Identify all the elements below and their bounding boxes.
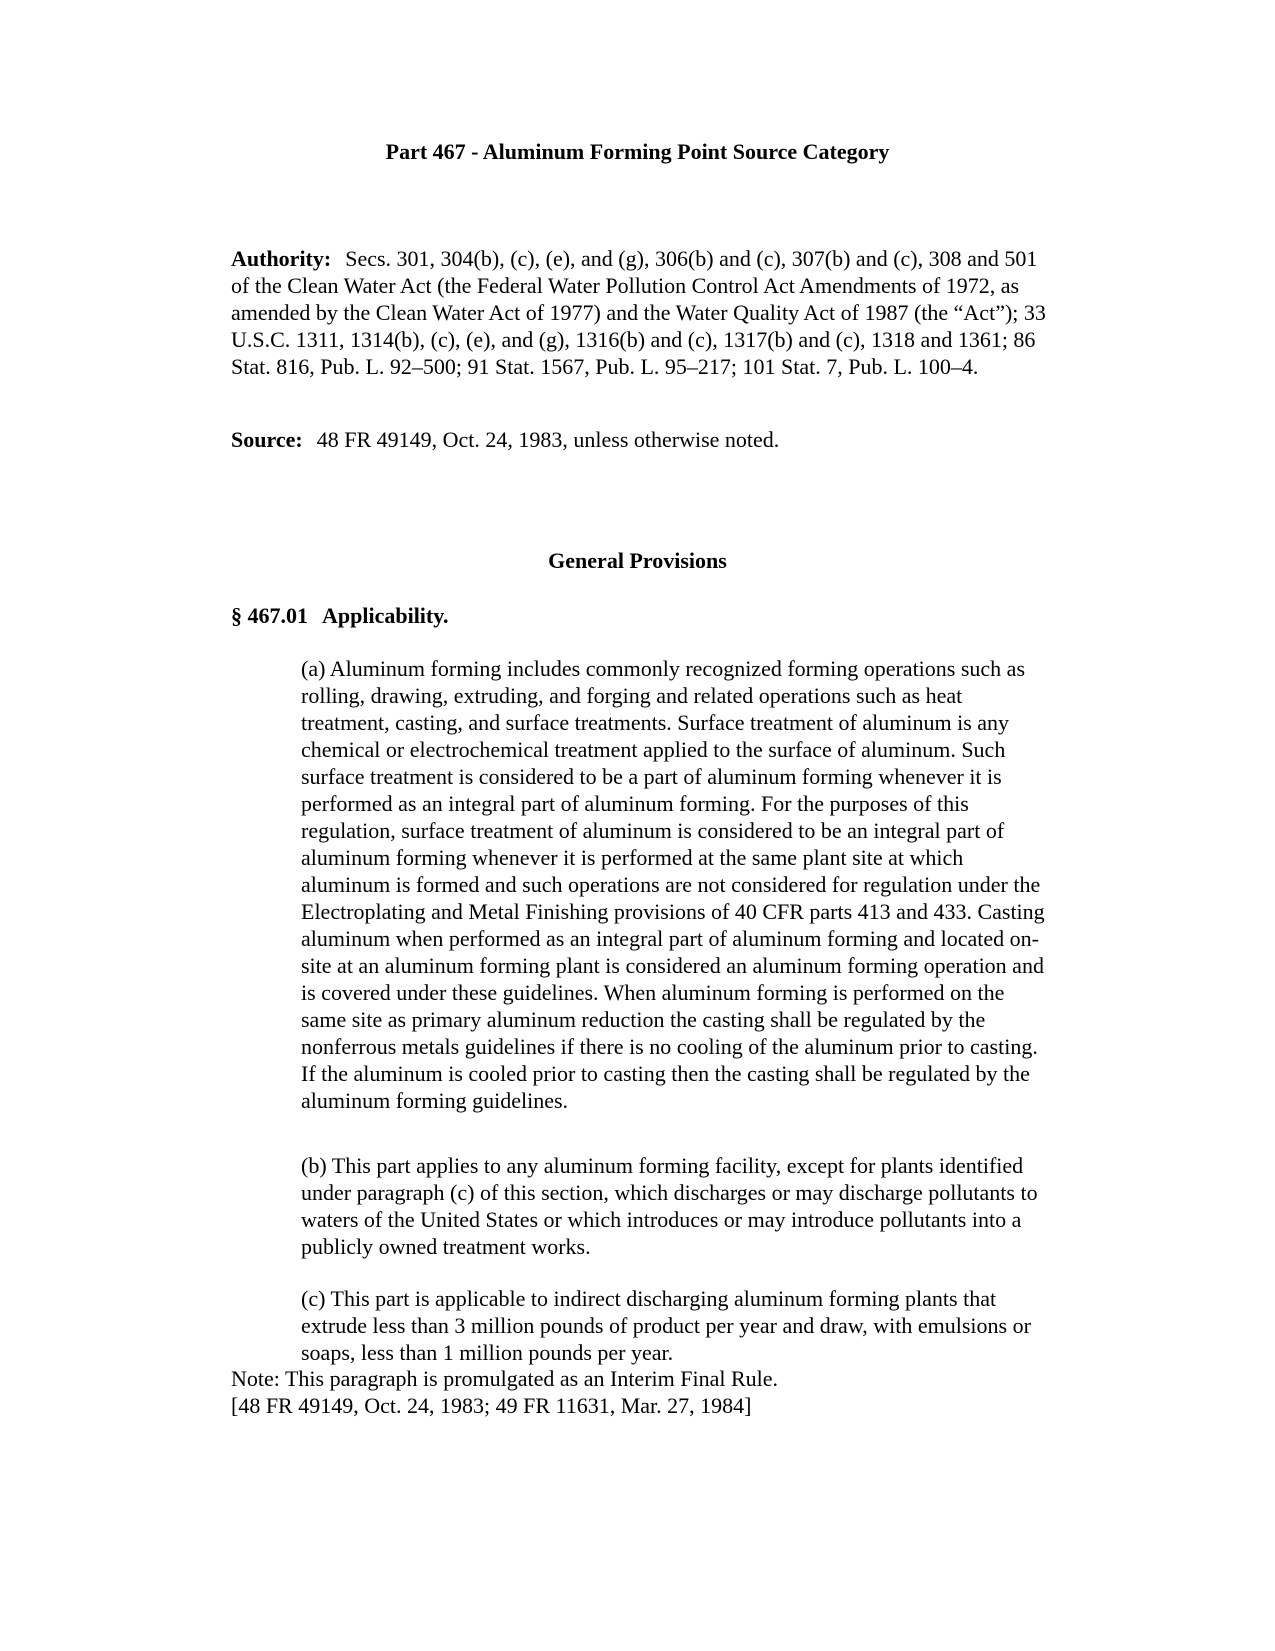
authority-text: Secs. 301, 304(b), (c), (e), and (g), 306(b) and (c), 307(b) and (c), 308 and 501 of the Clean Water Act (the Federal Water Pollution Control Act Amendments of 1972, as amended by the Clean Water Act of 1977) and the Water Quality Act of 1987 (the “Act”); 33 U.S.C. 1311, 1314(b), (c), (e), and (g), 1316(b) and (c), 1317(b) and (c), 1318 and 1361; 86 Stat. 816, Pub. L. 92–500; 91 Stat. 1567, Pub. L. 95–217; 101 Stat. 7, Pub. L. 100–4. xyxy=(231,246,1046,379)
source-paragraph xyxy=(231,426,1047,453)
section-number: § 467.01 xyxy=(231,603,308,628)
authority-label: Authority: xyxy=(231,246,332,271)
document-title: Part 467 - Aluminum Forming Point Source Category xyxy=(385,139,890,164)
paragraph-a: (a) Aluminum forming includes commonly recognized forming operations such as rolling, drawing, extruding, and forging and related operations such as heat treatment, casting, and surface treatments. Surface treatment of aluminum is any chemical or electrochemical treatment applied to the surface of aluminum. Such surface treatment is considered to be a part of aluminum forming whenever it is performed as an integral part of aluminum forming. For the purposes of this regulation, surface treatment of aluminum is considered to be an integral part of aluminum forming whenever it is performed at the same plant site at which aluminum is formed and such operations are not considered for regulation under the Electroplating and Metal Finishing provisions of 40 CFR parts 413 and 433. Casting aluminum when performed as an integral part of aluminum forming and located on-site at an aluminum forming plant is considered an aluminum forming operation and is covered under these guidelines. When aluminum forming is performed on the same site as primary aluminum reduction the casting shall be regulated by the nonferrous metals guidelines if there is no cooling of the aluminum prior to casting. If the aluminum is cooled prior to casting then the casting shall be regulated by the aluminum forming guidelines. xyxy=(301,656,1045,1113)
source-label: Source: xyxy=(231,427,303,452)
interim-rule-note: Note: This paragraph is promulgated as an Interim Final Rule. xyxy=(231,1366,779,1391)
section-heading xyxy=(231,602,449,629)
source-text: 48 FR 49149, Oct. 24, 1983, unless otherwise noted. xyxy=(316,427,780,452)
paragraph-b: (b) This part applies to any aluminum forming facility, except for plants identified under paragraph (c) of this section, which discharges or may discharge pollutants to waters of the United States or which introduces or may introduce pollutants into a publicly owned treatment works. xyxy=(301,1153,1038,1259)
authority-paragraph xyxy=(231,245,1047,380)
section-title: Applicability. xyxy=(322,603,449,628)
paragraph-c: (c) This part is applicable to indirect discharging aluminum forming plants that extrude less than 3 million pounds of product per year and draw, with emulsions or soaps, less than 1 million pounds per year. xyxy=(301,1286,1031,1365)
source-citation: [48 FR 49149, Oct. 24, 1983; 49 FR 11631, Mar. 27, 1984] xyxy=(231,1393,752,1418)
subpart-heading: General Provisions xyxy=(548,548,727,573)
